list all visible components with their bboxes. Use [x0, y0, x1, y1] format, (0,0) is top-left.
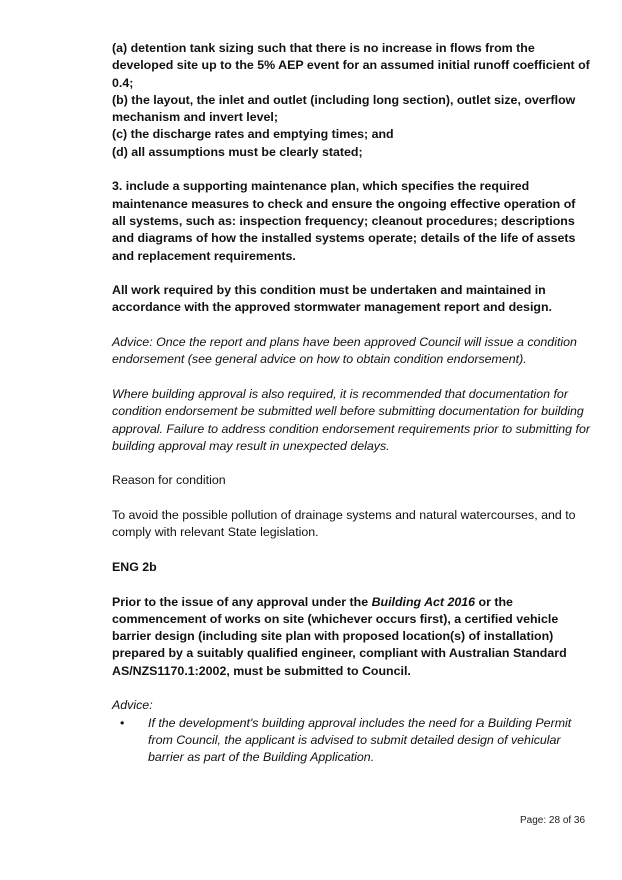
building-act-title: Building Act 2016 — [371, 594, 476, 609]
list-item — [112, 715, 590, 767]
bullet-icon: • — [120, 715, 125, 730]
all-work-statement: All work required by this condition must be undertaken and maintained in accordance with the approved stormwater management report and design. — [112, 283, 552, 315]
item-a: (a) detention tank sizing such that there is no increase in flows from the developed site up to the 5% AEP event for an assumed initial runoff coefficient of 0.4; — [112, 41, 590, 90]
page-number: Page: 28 of 36 — [520, 815, 586, 826]
item-c: (c) the discharge rates and emptying times; and — [112, 127, 394, 142]
advice-list — [112, 715, 590, 767]
advice-label: Advice: — [112, 698, 153, 713]
eng-condition-text — [112, 594, 590, 680]
page-content — [112, 40, 590, 766]
bullet-text: If the development's building approval includes the need for a Building Permit from Council, the applicant is advised to submit detailed design of vehicular barrier as part of the Building Application. — [148, 715, 572, 765]
eng-text-part2: or the commencement of works on site (whichever occurs first), a certified vehicle barrier design (including site plan with proposed location(s) of installation) prepared by a suitably qualified engineer, compliant with Australian Standard AS/NZS1170.1:2002, must be submitted to Council. — [112, 594, 567, 678]
reason-text: To avoid the possible pollution of drainage systems and natural watercourses, and to comply with relevant State legislation. — [112, 508, 576, 540]
item-d: (d) all assumptions must be clearly stated; — [112, 144, 363, 159]
eng-text-part1: Prior to the issue of any approval under the — [112, 594, 372, 609]
item-3-maintenance-plan: 3. include a supporting maintenance plan, which specifies the required maintenance measures to check and ensure the ongoing effective operation of all systems, such as: inspection frequency; cleanout procedures; descriptions and diagrams of how the installed systems operate; details of the life of assets and replacement requirements. — [112, 179, 576, 263]
reason-heading: Reason for condition — [112, 473, 226, 488]
item-b: (b) the layout, the inlet and outlet (including long section), outlet size, overflow mechanism and invert level; — [112, 92, 576, 125]
advice-endorsement: Advice: Once the report and plans have been approved Council will issue a condition endorsement (see general advice on how to obtain condition endorsement). — [112, 335, 577, 367]
eng-heading: ENG 2b — [112, 559, 157, 574]
advice-building-approval: Where building approval is also required, it is recommended that documentation for condition endorsement be submitted well before submitting documentation for building approval. Failure to address condition endorsement requirements prior to submitting for building approval may result in unexpected delays. — [112, 386, 590, 453]
